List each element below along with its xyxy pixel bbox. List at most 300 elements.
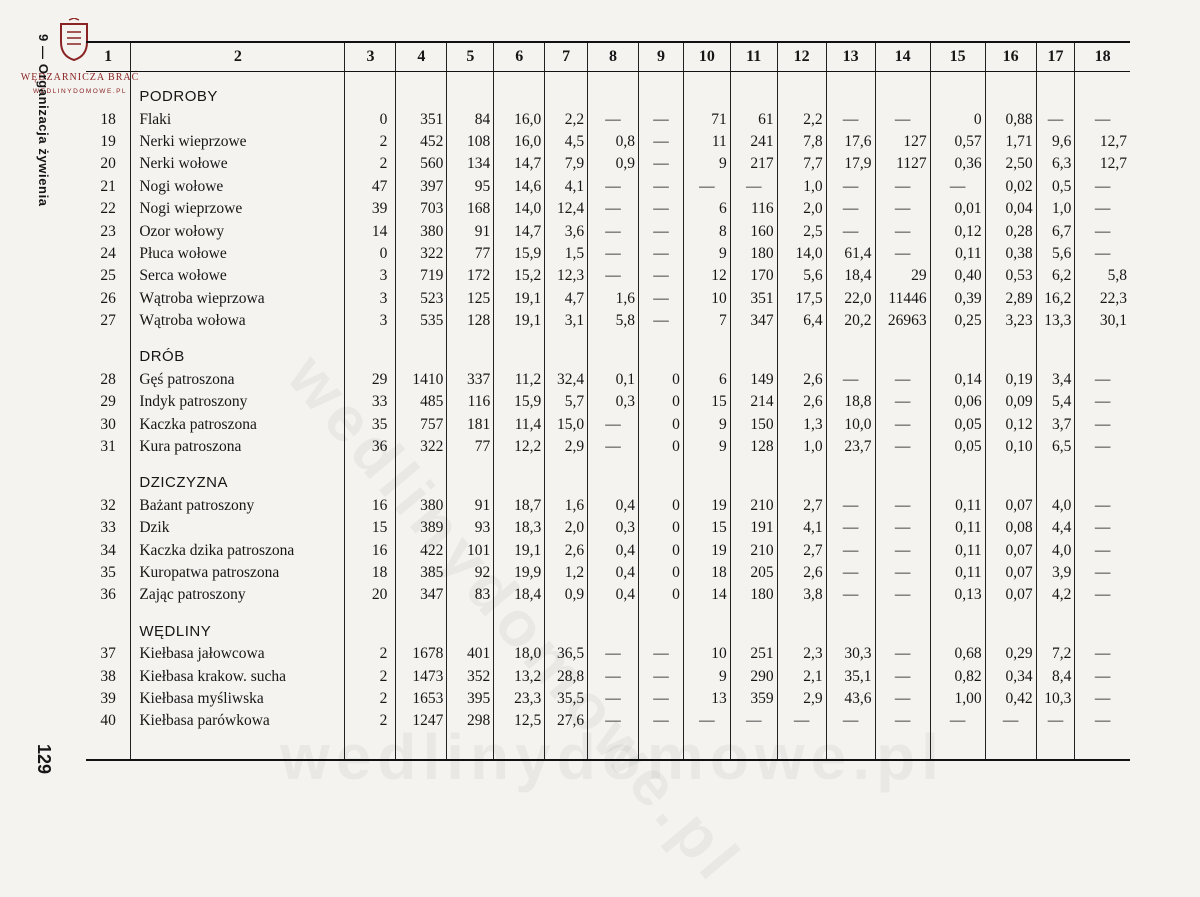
row-number: 39 (100, 689, 116, 707)
empty-cell (683, 733, 730, 760)
value-cell: 1,71 (985, 131, 1036, 153)
value-cell: 71 (683, 108, 730, 130)
value-cell: 30,3 (826, 643, 875, 665)
value-cell: 3,9 (1036, 562, 1075, 584)
value-cell: 3 (345, 288, 396, 310)
value-cell: 12,7 (1075, 131, 1130, 153)
empty-cell (131, 458, 345, 472)
value-cell: 0,01 (930, 198, 985, 220)
value-cell: 0 (345, 108, 396, 130)
empty-cell (639, 733, 684, 760)
product-name: Nogi wieprzowe (131, 198, 345, 220)
value-cell: 8 (683, 220, 730, 242)
row-number: 27 (100, 312, 116, 330)
value-cell: 0 (639, 436, 684, 458)
empty-cell (86, 332, 131, 346)
value-cell: 26963 (875, 310, 930, 332)
value-cell: 14 (683, 584, 730, 606)
value-cell: — (730, 176, 777, 198)
empty-cell (875, 86, 930, 108)
value-cell: — (588, 198, 639, 220)
row-number: 37 (100, 645, 116, 663)
value-cell: 0 (639, 562, 684, 584)
product-name: Kiełbasa krakow. sucha (131, 665, 345, 687)
value-cell: — (639, 710, 684, 732)
value-cell: 2,9 (777, 688, 826, 710)
value-cell: 0 (639, 413, 684, 435)
value-cell: 352 (447, 665, 494, 687)
value-cell: 1410 (396, 369, 447, 391)
value-cell: 149 (730, 369, 777, 391)
value-cell: 35,5 (545, 688, 588, 710)
value-cell: 15,9 (494, 243, 545, 265)
value-cell: 9,6 (1036, 131, 1075, 153)
empty-cell (930, 332, 985, 346)
empty-cell (730, 332, 777, 346)
empty-cell (494, 607, 545, 621)
value-cell: 4,0 (1036, 539, 1075, 561)
empty-cell (86, 458, 131, 472)
empty-cell (639, 72, 684, 87)
value-cell: — (1075, 517, 1130, 539)
value-cell: — (826, 220, 875, 242)
value-cell: — (875, 391, 930, 413)
value-cell: 0,07 (985, 495, 1036, 517)
value-cell: 0,19 (985, 369, 1036, 391)
empty-cell (345, 733, 396, 760)
value-cell: — (639, 643, 684, 665)
value-cell: 389 (396, 517, 447, 539)
value-cell: 2 (345, 665, 396, 687)
product-name: Płuca wołowe (131, 243, 345, 265)
value-cell: — (826, 539, 875, 561)
value-cell: — (639, 665, 684, 687)
empty-cell (588, 621, 639, 643)
product-name: Kiełbasa jałowcowa (131, 643, 345, 665)
product-name: Dzik (131, 517, 345, 539)
value-cell: — (826, 562, 875, 584)
value-cell: 0,68 (930, 643, 985, 665)
empty-cell (1036, 86, 1075, 108)
value-cell: 5,4 (1036, 391, 1075, 413)
table-row (86, 153, 1130, 175)
value-cell: 12,4 (545, 198, 588, 220)
value-cell: 95 (447, 176, 494, 198)
value-cell: 5,6 (1036, 243, 1075, 265)
empty-cell (588, 607, 639, 621)
column-header: 10 (683, 42, 730, 72)
empty-cell (447, 607, 494, 621)
empty-cell (494, 472, 545, 494)
value-cell: 18,0 (494, 643, 545, 665)
empty-cell (345, 332, 396, 346)
value-cell: 2,5 (777, 220, 826, 242)
value-cell: 0,53 (985, 265, 1036, 287)
value-cell: — (875, 688, 930, 710)
value-cell: 0,88 (985, 108, 1036, 130)
empty-cell (730, 458, 777, 472)
value-cell: — (1075, 108, 1130, 130)
column-header: 12 (777, 42, 826, 72)
value-cell: — (1075, 584, 1130, 606)
empty-cell (639, 86, 684, 108)
value-cell: 0,12 (930, 220, 985, 242)
value-cell: 0,02 (985, 176, 1036, 198)
column-header: 18 (1075, 42, 1130, 72)
empty-cell (930, 86, 985, 108)
row-number: 23 (100, 222, 116, 240)
value-cell: — (1075, 391, 1130, 413)
value-cell: — (1075, 243, 1130, 265)
empty-cell (730, 86, 777, 108)
empty-cell (447, 86, 494, 108)
value-cell: 3,7 (1036, 413, 1075, 435)
value-cell: 214 (730, 391, 777, 413)
value-cell: 61,4 (826, 243, 875, 265)
empty-cell (447, 472, 494, 494)
value-cell: — (875, 436, 930, 458)
value-cell: — (588, 220, 639, 242)
value-cell: 101 (447, 539, 494, 561)
value-cell: 18 (345, 562, 396, 584)
value-cell: — (588, 176, 639, 198)
value-cell: 11 (683, 131, 730, 153)
empty-cell (985, 72, 1036, 87)
empty-cell (985, 472, 1036, 494)
value-cell: 422 (396, 539, 447, 561)
value-cell: 298 (447, 710, 494, 732)
value-cell: 92 (447, 562, 494, 584)
value-cell: 0,11 (930, 562, 985, 584)
value-cell: 0,08 (985, 517, 1036, 539)
value-cell: 14,7 (494, 153, 545, 175)
empty-cell (494, 72, 545, 87)
value-cell: 17,6 (826, 131, 875, 153)
value-cell: — (826, 710, 875, 732)
empty-cell (930, 733, 985, 760)
value-cell: 0,04 (985, 198, 1036, 220)
column-header: 1 (86, 42, 131, 72)
empty-cell (494, 733, 545, 760)
value-cell: 13,3 (1036, 310, 1075, 332)
empty-cell (447, 332, 494, 346)
value-cell: 20 (345, 584, 396, 606)
value-cell: 3,1 (545, 310, 588, 332)
empty-cell (826, 86, 875, 108)
value-cell: 0,1 (588, 369, 639, 391)
column-header: 17 (1036, 42, 1075, 72)
empty-cell (826, 346, 875, 368)
empty-cell (494, 332, 545, 346)
table-row (86, 539, 1130, 561)
value-cell: 5,8 (1075, 265, 1130, 287)
value-cell: — (1075, 176, 1130, 198)
row-number: 31 (100, 438, 116, 456)
value-cell: 77 (447, 243, 494, 265)
value-cell: 27,6 (545, 710, 588, 732)
value-cell: — (1075, 369, 1130, 391)
row-number: 38 (100, 667, 116, 685)
value-cell: 2 (345, 688, 396, 710)
value-cell: 2,9 (545, 436, 588, 458)
value-cell: — (588, 265, 639, 287)
empty-cell (345, 86, 396, 108)
row-number: 32 (100, 496, 116, 514)
value-cell: — (639, 153, 684, 175)
value-cell: — (875, 198, 930, 220)
empty-cell (396, 332, 447, 346)
value-cell: 1653 (396, 688, 447, 710)
value-cell: 134 (447, 153, 494, 175)
value-cell: 19,1 (494, 288, 545, 310)
value-cell: 7,9 (545, 153, 588, 175)
section-title: DZICZYZNA (131, 472, 345, 494)
value-cell: 9 (683, 153, 730, 175)
empty-cell (447, 733, 494, 760)
value-cell: — (588, 688, 639, 710)
row-number: 28 (100, 370, 116, 388)
value-cell: 1,0 (777, 176, 826, 198)
table-row (86, 198, 1130, 220)
value-cell: 127 (875, 131, 930, 153)
value-cell: — (1036, 108, 1075, 130)
value-cell: 0,4 (588, 584, 639, 606)
product-name: Gęś patroszona (131, 369, 345, 391)
empty-cell (86, 72, 131, 87)
value-cell: 16,2 (1036, 288, 1075, 310)
value-cell: 0,36 (930, 153, 985, 175)
empty-cell (683, 472, 730, 494)
value-cell: 18,8 (826, 391, 875, 413)
empty-cell (588, 86, 639, 108)
value-cell: 217 (730, 153, 777, 175)
value-cell: — (588, 665, 639, 687)
product-name: Kuropatwa patroszona (131, 562, 345, 584)
value-cell: 401 (447, 643, 494, 665)
value-cell: 9 (683, 436, 730, 458)
value-cell: 61 (730, 108, 777, 130)
value-cell: 5,6 (777, 265, 826, 287)
empty-cell (639, 332, 684, 346)
value-cell: 1,0 (777, 436, 826, 458)
value-cell: 290 (730, 665, 777, 687)
column-header: 5 (447, 42, 494, 72)
value-cell: 10,3 (1036, 688, 1075, 710)
value-cell: — (1075, 688, 1130, 710)
empty-cell (345, 472, 396, 494)
value-cell: 205 (730, 562, 777, 584)
value-cell: 0,38 (985, 243, 1036, 265)
empty-cell (396, 72, 447, 87)
value-cell: — (588, 243, 639, 265)
value-cell: 0,8 (588, 131, 639, 153)
value-cell: — (1075, 413, 1130, 435)
column-header: 8 (588, 42, 639, 72)
empty-cell (1075, 346, 1130, 368)
value-cell: 2,89 (985, 288, 1036, 310)
value-cell: — (588, 643, 639, 665)
empty-cell (930, 472, 985, 494)
value-cell: 12 (683, 265, 730, 287)
empty-cell (1075, 86, 1130, 108)
empty-cell (396, 86, 447, 108)
value-cell: 0,07 (985, 562, 1036, 584)
value-cell: 10 (683, 288, 730, 310)
value-cell: 6,3 (1036, 153, 1075, 175)
value-cell: — (826, 108, 875, 130)
empty-cell (1075, 607, 1130, 621)
table-row (86, 562, 1130, 584)
table-row (86, 176, 1130, 198)
empty-cell (1036, 458, 1075, 472)
value-cell: 2,50 (985, 153, 1036, 175)
value-cell: 6,7 (1036, 220, 1075, 242)
empty-cell (396, 621, 447, 643)
value-cell: — (875, 539, 930, 561)
value-cell: 0,4 (588, 539, 639, 561)
value-cell: 0 (639, 391, 684, 413)
empty-cell (345, 458, 396, 472)
value-cell: — (985, 710, 1036, 732)
table-row (86, 265, 1130, 287)
value-cell: 397 (396, 176, 447, 198)
value-cell: 1,2 (545, 562, 588, 584)
column-header: 14 (875, 42, 930, 72)
empty-cell (447, 621, 494, 643)
table-row (86, 665, 1130, 687)
empty-cell (875, 472, 930, 494)
value-cell: — (826, 369, 875, 391)
value-cell: — (875, 584, 930, 606)
value-cell: 128 (447, 310, 494, 332)
row-number: 22 (100, 200, 116, 218)
value-cell: 18,4 (826, 265, 875, 287)
section-header-row (86, 346, 1130, 368)
value-cell: 395 (447, 688, 494, 710)
nutrition-table (86, 41, 1130, 761)
empty-cell (447, 458, 494, 472)
value-cell: — (826, 584, 875, 606)
value-cell: 0,57 (930, 131, 985, 153)
value-cell: — (588, 108, 639, 130)
empty-cell (826, 72, 875, 87)
empty-cell (875, 346, 930, 368)
value-cell: 12,7 (1075, 153, 1130, 175)
value-cell: — (875, 176, 930, 198)
empty-cell (639, 472, 684, 494)
empty-cell (131, 607, 345, 621)
value-cell: 22,0 (826, 288, 875, 310)
product-name: Kiełbasa parówkowa (131, 710, 345, 732)
value-cell: 7,7 (777, 153, 826, 175)
value-cell: 84 (447, 108, 494, 130)
value-cell: 0,06 (930, 391, 985, 413)
empty-cell (1036, 733, 1075, 760)
value-cell: 30,1 (1075, 310, 1130, 332)
spacer-row (86, 72, 1130, 87)
empty-cell (1036, 346, 1075, 368)
table-row (86, 391, 1130, 413)
value-cell: 3,6 (545, 220, 588, 242)
empty-cell (777, 332, 826, 346)
value-cell: 181 (447, 413, 494, 435)
value-cell: 116 (447, 391, 494, 413)
value-cell: 35 (345, 413, 396, 435)
empty-cell (730, 472, 777, 494)
product-name: Ozor wołowy (131, 220, 345, 242)
product-name: Nogi wołowe (131, 176, 345, 198)
value-cell: 12,3 (545, 265, 588, 287)
value-cell: 1,00 (930, 688, 985, 710)
value-cell: 12,2 (494, 436, 545, 458)
value-cell: — (639, 688, 684, 710)
value-cell: — (875, 495, 930, 517)
empty-cell (683, 86, 730, 108)
empty-cell (930, 621, 985, 643)
value-cell: 210 (730, 539, 777, 561)
product-name: Serca wołowe (131, 265, 345, 287)
table-row (86, 108, 1130, 130)
value-cell: 33 (345, 391, 396, 413)
value-cell: 359 (730, 688, 777, 710)
value-cell: 0 (345, 243, 396, 265)
value-cell: 1,5 (545, 243, 588, 265)
value-cell: — (875, 643, 930, 665)
empty-cell (826, 458, 875, 472)
value-cell: 19 (683, 495, 730, 517)
value-cell: 7 (683, 310, 730, 332)
value-cell: — (826, 495, 875, 517)
value-cell: 19,1 (494, 310, 545, 332)
value-cell: 0,05 (930, 413, 985, 435)
value-cell: 19 (683, 539, 730, 561)
logo-brand: WĘDZARNICZA BRAĆ (20, 72, 140, 83)
column-number-row (86, 42, 1130, 72)
value-cell: 0,14 (930, 369, 985, 391)
spacer-row (86, 733, 1130, 760)
empty-cell (131, 72, 345, 87)
empty-cell (777, 733, 826, 760)
empty-cell (1075, 621, 1130, 643)
value-cell: 8,4 (1036, 665, 1075, 687)
column-header: 7 (545, 42, 588, 72)
value-cell: 351 (730, 288, 777, 310)
value-cell: 380 (396, 220, 447, 242)
value-cell: 2,6 (545, 539, 588, 561)
value-cell: — (1075, 436, 1130, 458)
product-name: Zając patroszony (131, 584, 345, 606)
empty-cell (545, 621, 588, 643)
value-cell: 0 (639, 495, 684, 517)
row-number: 18 (100, 110, 116, 128)
value-cell: 0,39 (930, 288, 985, 310)
value-cell: 9 (683, 243, 730, 265)
product-name: Kura patroszona (131, 436, 345, 458)
value-cell: 4,1 (545, 176, 588, 198)
value-cell: 2,0 (777, 198, 826, 220)
value-cell: — (826, 198, 875, 220)
value-cell: 1,0 (1036, 198, 1075, 220)
value-cell: 17,5 (777, 288, 826, 310)
row-number: 30 (100, 415, 116, 433)
value-cell: — (639, 176, 684, 198)
value-cell: 4,4 (1036, 517, 1075, 539)
value-cell: — (930, 710, 985, 732)
column-header: 11 (730, 42, 777, 72)
value-cell: 0,9 (545, 584, 588, 606)
section-header-row (86, 472, 1130, 494)
section-title: WĘDLINY (131, 621, 345, 643)
